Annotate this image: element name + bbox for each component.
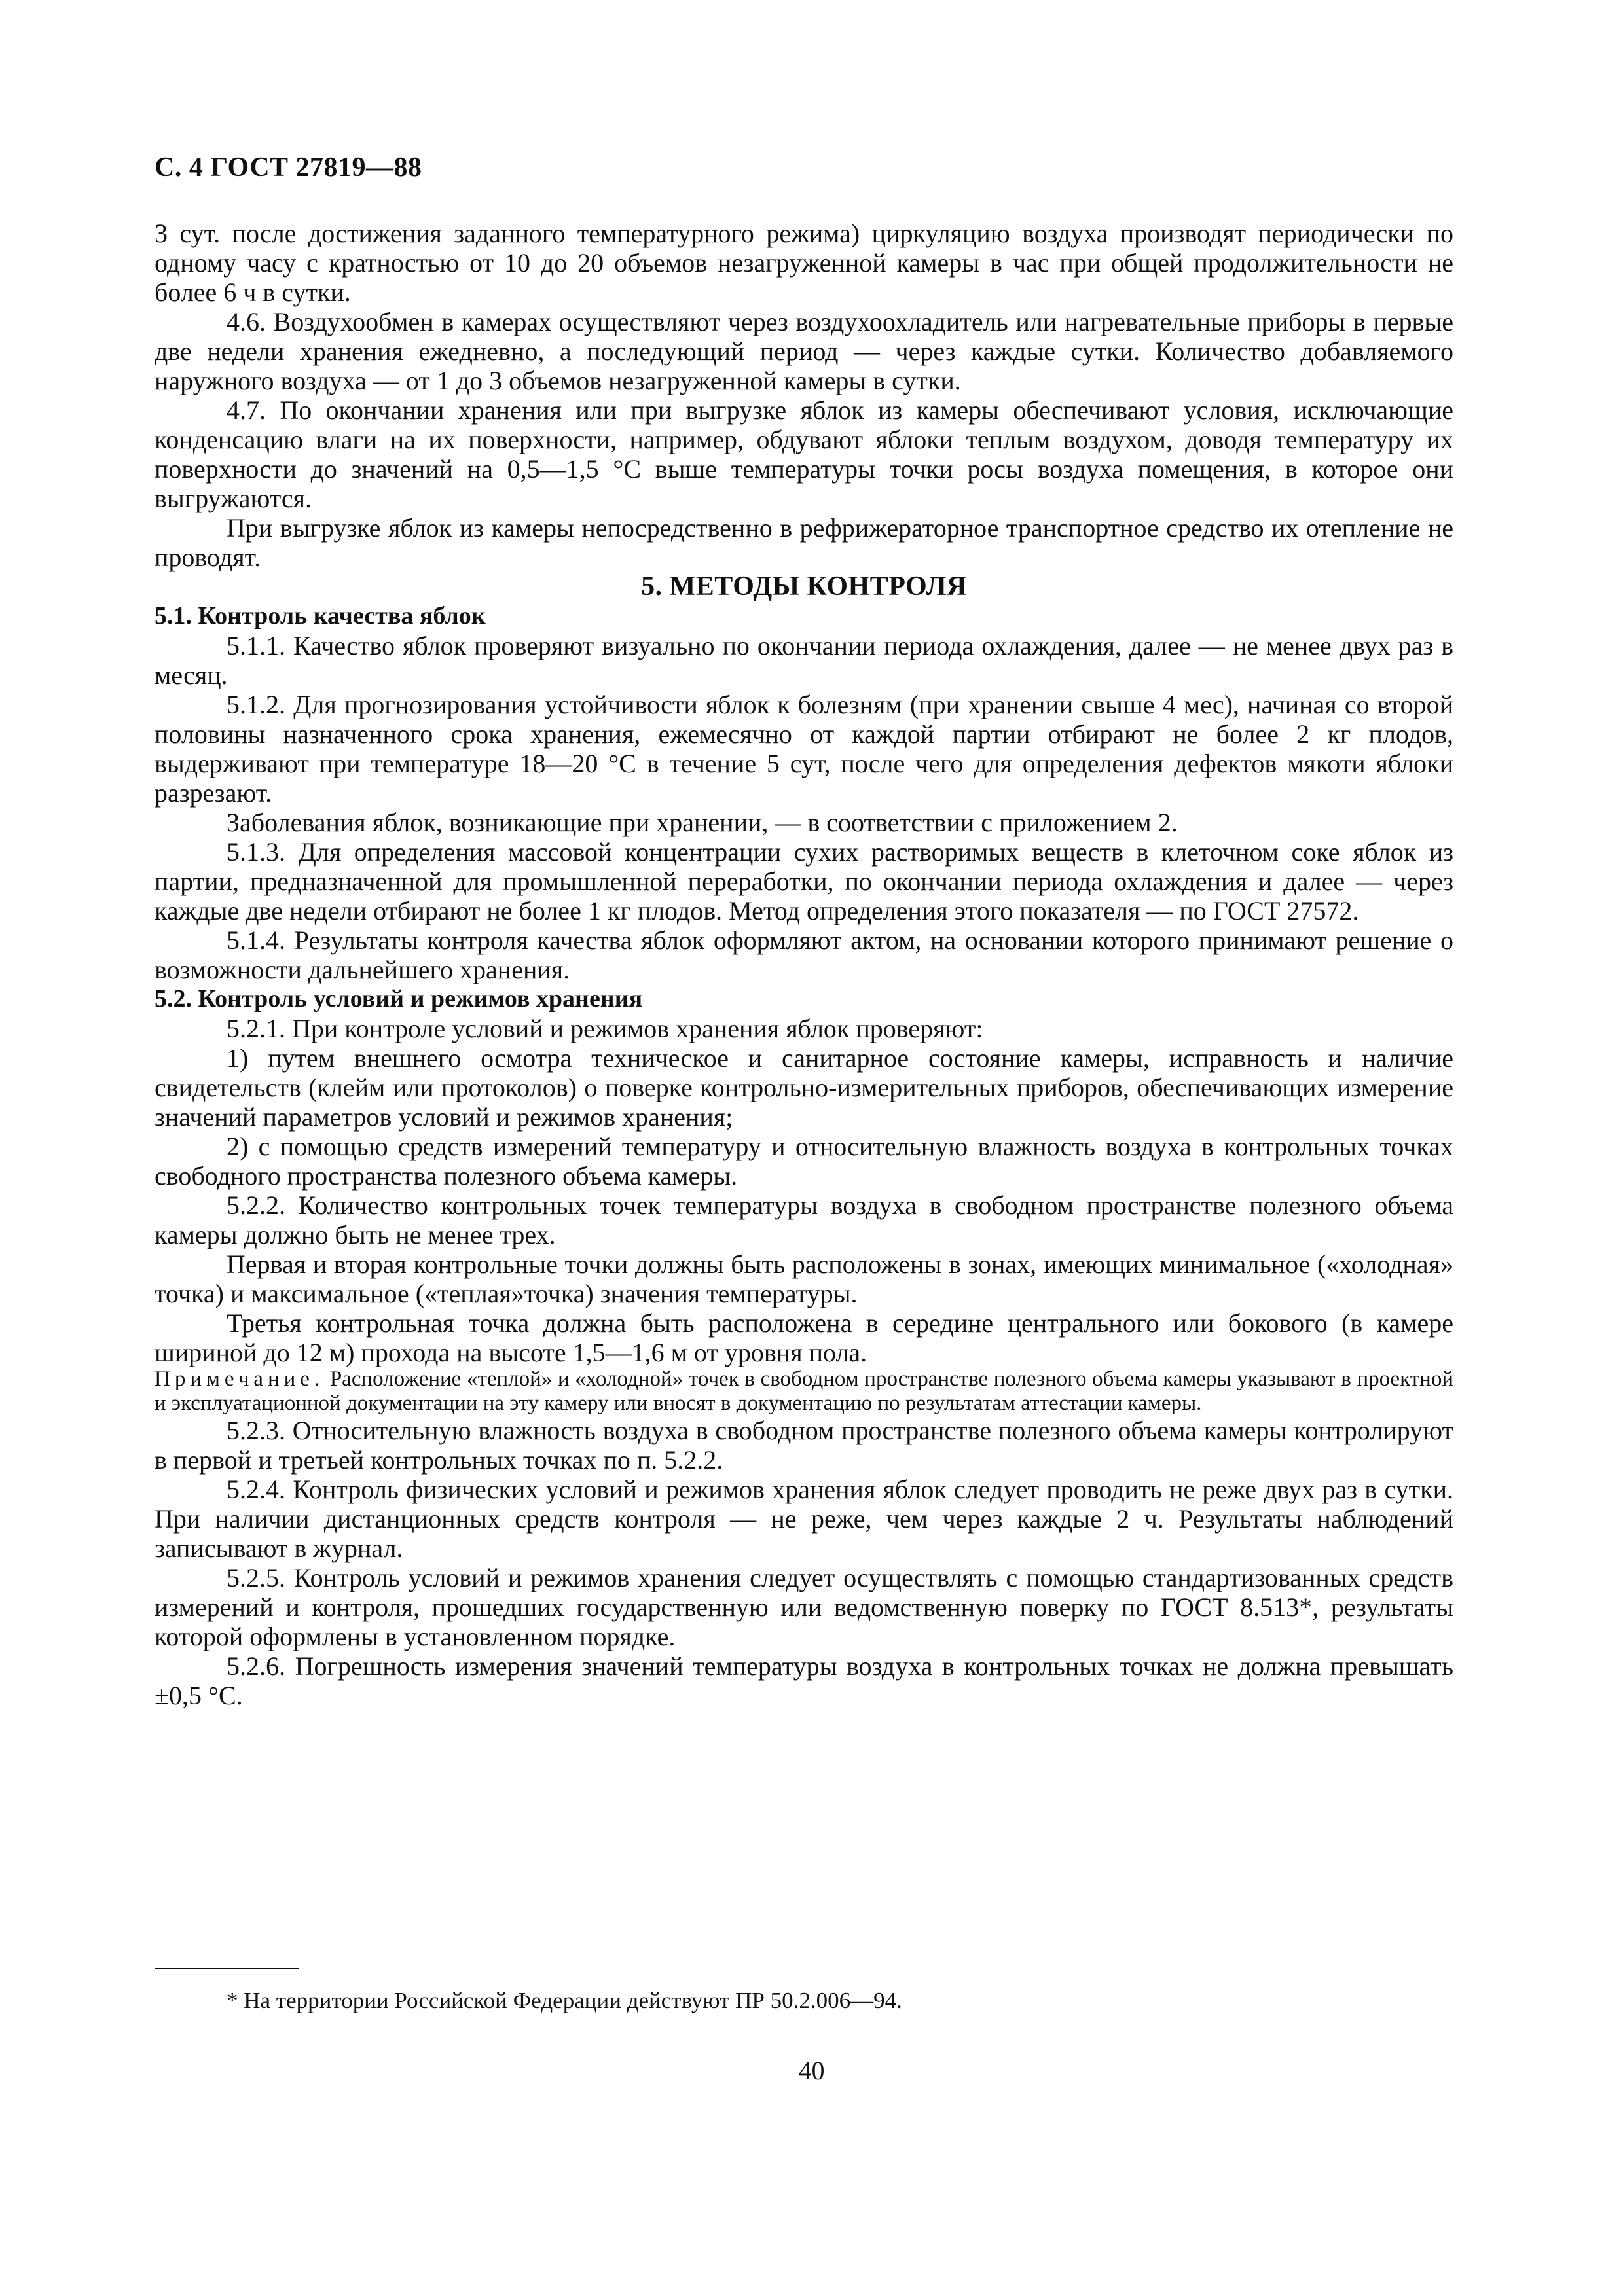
paragraph-4-6: 4.6. Воздухообмен в камерах осуществляют через воздухоохладитель или нагревательные приборы в первые две недели хранения ежедневно, а последующий период — через каждые сутки. Количество добавляемого наружного воздуха — от 1 до 3 объемов незагруженной камеры в сутки. — [155, 307, 1453, 395]
section-title: 5. МЕТОДЫ КОНТРОЛЯ — [641, 571, 967, 601]
footnote-divider — [155, 1968, 299, 1969]
paragraph-unloading: При выгрузке яблок из камеры непосредственно в рефрижераторное транспортное средство их отепление не проводят. — [155, 513, 1453, 572]
paragraph-5-2-5: 5.2.5. Контроль условий и режимов хранения следует осуществлять с помощью стандартизованных средств измерений и контроля, прошедших государственную или ведомственную поверку по ГОСТ 8.513*, результаты которой оформлены в установленном порядке. — [155, 1563, 1453, 1651]
note — [155, 1367, 1453, 1416]
paragraph-5-1-4: 5.1.4. Результаты контроля качества яблок оформляют актом, на основании которого принимают решение о возможности дальнейшего хранения. — [155, 925, 1453, 984]
paragraph-5-2-3: 5.2.3. Относительную влажность воздуха в свободном пространстве полезного объема камеры контролируют в первой и третьей контрольных точках по п. 5.2.2. — [155, 1416, 1453, 1475]
paragraph-5-2-2: 5.2.2. Количество контрольных точек температуры воздуха в свободном пространстве полезного объема камеры должно быть не менее трех. — [155, 1191, 1453, 1249]
footnote: * На территории Российской Федерации действуют ПР 50.2.006—94. — [227, 1988, 902, 2013]
paragraph-first-second-points: Первая и вторая контрольные точки должны быть расположены в зонах, имеющих минимальное («холодная» точка) и максимальное («теплая»точка) значения температуры. — [155, 1249, 1453, 1308]
subheading-5-2: 5.2. Контроль условий и режимов хранения — [155, 985, 643, 1013]
paragraph-third-point: Третья контрольная точка должна быть расположена в середине центрального или бокового (в камере шириной до 12 м) прохода на высоте 1,5—1,6 м от уровня пола. — [155, 1308, 1453, 1367]
document-body — [155, 219, 1453, 1710]
page-header: С. 4 ГОСТ 27819—88 — [155, 152, 422, 183]
paragraph-4-7: 4.7. По окончании хранения или при выгрузке яблок из камеры обеспечивают условия, исключающие конденсацию влаги на их поверхности, например, обдувают яблоки теплым воздухом, доводя температуру их поверхности до значений на 0,5—1,5 °С выше температуры точки росы воздуха помещения, в которое они выгружаются. — [155, 395, 1453, 513]
paragraph-5-2-4: 5.2.4. Контроль физических условий и режимов хранения яблок следует проводить не реже двух раз в сутки. При наличии дистанционных средств контроля — не реже, чем через каждые 2 ч. Результаты наблюдений записывают в журнал. — [155, 1475, 1453, 1563]
page-number: 40 — [798, 2056, 825, 2085]
subheading-5-1: 5.1. Контроль качества яблок — [155, 602, 486, 630]
paragraph-4-5-continuation: 3 сут. после достижения заданного температурного режима) циркуляцию воздуха производят периодически по одному часу с кратностью от 10 до 20 объемов незагруженной камеры в час при общей продолжительности не более 6 ч в сутки. — [155, 219, 1453, 307]
paragraph-5-2-1: 5.2.1. При контроле условий и режимов хранения яблок проверяют: — [227, 1014, 983, 1043]
paragraph-diseases: Заболевания яблок, возникающие при хранении, — в соответствии с приложением 2. — [227, 808, 1178, 837]
list-item-2: 2) с помощью средств измерений температуру и относительную влажность воздуха в контрольных точках свободного пространства полезного объема камеры. — [155, 1132, 1453, 1191]
note-text: Расположение «теплой» и «холодной» точек в свободном пространстве полезного объема камеры указывают в проектной и эксплуатационной документации на эту камеру или вносят в документацию по результатам аттестации камеры. — [155, 1367, 1453, 1415]
paragraph-5-1-2: 5.1.2. Для прогнозирования устойчивости яблок к болезням (при хранении свыше 4 мес), начиная со второй половины назначенного срока хранения, ежемесячно от каждой партии отбирают не более 2 кг плодов, выдерживают при температуре 18—20 °С в течение 5 сут, после чего для определения дефектов мякоти яблоки разрезают. — [155, 690, 1453, 808]
paragraph-5-1-1: 5.1.1. Качество яблок проверяют визуально по окончании периода охлаждения, далее — не менее двух раз в месяц. — [155, 631, 1453, 690]
list-item-1: 1) путем внешнего осмотра техническое и санитарное состояние камеры, исправность и наличие свидетельств (клейм или протоколов) о поверке контрольно-измерительных приборов, обеспечивающих измерение значений параметров условий и режимов хранения; — [155, 1043, 1453, 1132]
paragraph-5-2-6: 5.2.6. Погрешность измерения значений температуры воздуха в контрольных точках не должна превышать ±0,5 °С. — [155, 1651, 1453, 1710]
note-label: Примечание. — [155, 1367, 325, 1391]
paragraph-5-1-3: 5.1.3. Для определения массовой концентрации сухих растворимых веществ в клеточном соке яблок из партии, предназначенной для промышленной переработки, по окончании периода охлаждения и далее — через каждые две недели отбирают не более 1 кг плодов. Метод определения этого показателя — по ГОСТ 27572. — [155, 837, 1453, 925]
